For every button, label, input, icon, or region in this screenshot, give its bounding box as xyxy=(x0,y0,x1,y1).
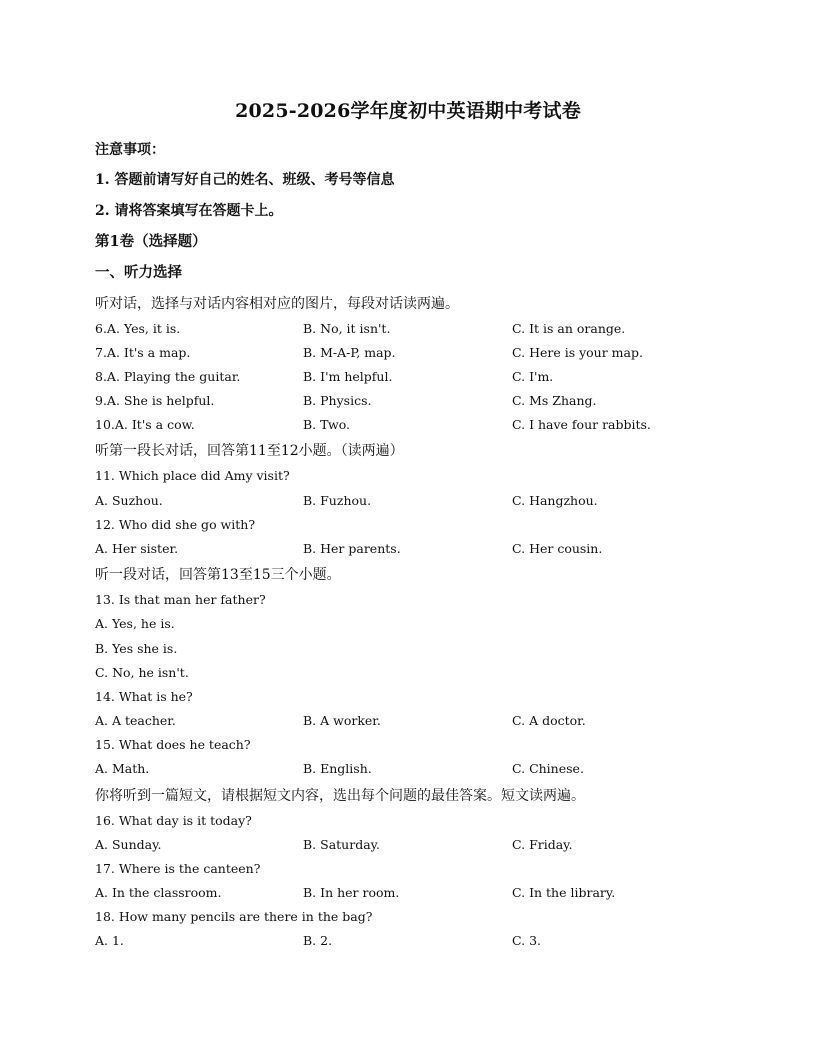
option-b: B. M-A-P, map. xyxy=(303,345,396,360)
option-c: C. It is an orange. xyxy=(512,321,626,336)
option-c: C. Hangzhou. xyxy=(512,493,598,508)
option-c: C. Friday. xyxy=(512,837,573,852)
option-c: C. Chinese. xyxy=(512,761,584,776)
option-a: 8.A. Playing the guitar. xyxy=(95,369,241,384)
option-a: 10.A. It's a cow. xyxy=(95,417,195,432)
question-15-options xyxy=(95,760,745,778)
question-stem: 15. What does he teach? xyxy=(95,737,251,752)
option-b: B. Saturday. xyxy=(303,837,381,852)
page-title: 2025-2026学年度初中英语期中考试卷 xyxy=(235,100,581,122)
option-a: A. Math. xyxy=(95,761,150,776)
option-c: C. Her cousin. xyxy=(512,541,603,556)
option-a: A. Suzhou. xyxy=(95,493,163,508)
question-11-options xyxy=(95,492,745,510)
notes-heading: 注意事项： xyxy=(95,142,165,158)
option-c: C. I'm. xyxy=(512,369,554,384)
note-item: 1. 答题前请写好自己的姓名、班级、考号等信息 xyxy=(95,172,395,188)
question-18-options xyxy=(95,932,745,950)
question-12-options xyxy=(95,540,745,558)
option-b: B. Physics. xyxy=(303,393,372,408)
option-b: B. A worker. xyxy=(303,713,381,728)
question-10 xyxy=(95,416,745,434)
question-14-options xyxy=(95,712,745,730)
option-a: 7.A. It's a map. xyxy=(95,345,191,360)
option-a: A. Yes, he is. xyxy=(95,616,175,631)
option-c: C. Here is your map. xyxy=(512,345,643,360)
section-heading: 一、听力选择 xyxy=(95,264,182,281)
option-c: C. 3. xyxy=(512,933,541,948)
option-a: A. In the classroom. xyxy=(95,885,222,900)
question-9 xyxy=(95,392,745,410)
option-c: C. A doctor. xyxy=(512,713,586,728)
question-stem: 16. What day is it today? xyxy=(95,813,252,828)
question-stem: 13. Is that man her father? xyxy=(95,592,266,607)
question-16-options xyxy=(95,836,745,854)
option-a: A. Her sister. xyxy=(95,541,179,556)
option-a: A. A teacher. xyxy=(95,713,176,728)
option-c: C. I have four rabbits. xyxy=(512,417,651,432)
question-stem: 18. How many pencils are there in the bag? xyxy=(95,909,373,924)
option-b: B. I'm helpful. xyxy=(303,369,393,384)
question-stem: 17. Where is the canteen? xyxy=(95,861,261,876)
question-7 xyxy=(95,344,745,362)
question-6 xyxy=(95,320,745,338)
option-c: C. In the library. xyxy=(512,885,616,900)
option-a: A. 1. xyxy=(95,933,124,948)
question-stem: 11. Which place did Amy visit? xyxy=(95,468,290,483)
option-b: B. Her parents. xyxy=(303,541,401,556)
question-stem: 14. What is he? xyxy=(95,689,193,704)
instruction-text: 听对话，选择与对话内容相对应的图片，每段对话读两遍。 xyxy=(95,296,459,312)
question-stem: 12. Who did she go with? xyxy=(95,517,256,532)
option-b: B. Fuzhou. xyxy=(303,493,372,508)
option-b: B. Yes she is. xyxy=(95,641,178,656)
option-b: B. English. xyxy=(303,761,372,776)
question-8 xyxy=(95,368,745,386)
option-a: A. Sunday. xyxy=(95,837,162,852)
part-heading: 第1卷（选择题） xyxy=(95,233,207,250)
option-b: B. In her room. xyxy=(303,885,400,900)
option-b: B. 2. xyxy=(303,933,333,948)
option-b: B. No, it isn't. xyxy=(303,321,391,336)
option-c: C. Ms Zhang. xyxy=(512,393,597,408)
option-a: 6.A. Yes, it is. xyxy=(95,321,181,336)
instruction-text: 听第一段长对话，回答第11至12小题。（读两遍） xyxy=(95,443,404,459)
option-a: 9.A. She is helpful. xyxy=(95,393,215,408)
instruction-text: 你将听到一篇短文，请根据短文内容，选出每个问题的最佳答案。短文读两遍。 xyxy=(95,788,585,804)
note-item: 2. 请将答案填写在答题卡上。 xyxy=(95,203,283,219)
question-17-options xyxy=(95,884,745,902)
option-c: C. No, he isn't. xyxy=(95,665,189,680)
instruction-text: 听一段对话，回答第13至15三个小题。 xyxy=(95,567,341,583)
option-b: B. Two. xyxy=(303,417,351,432)
